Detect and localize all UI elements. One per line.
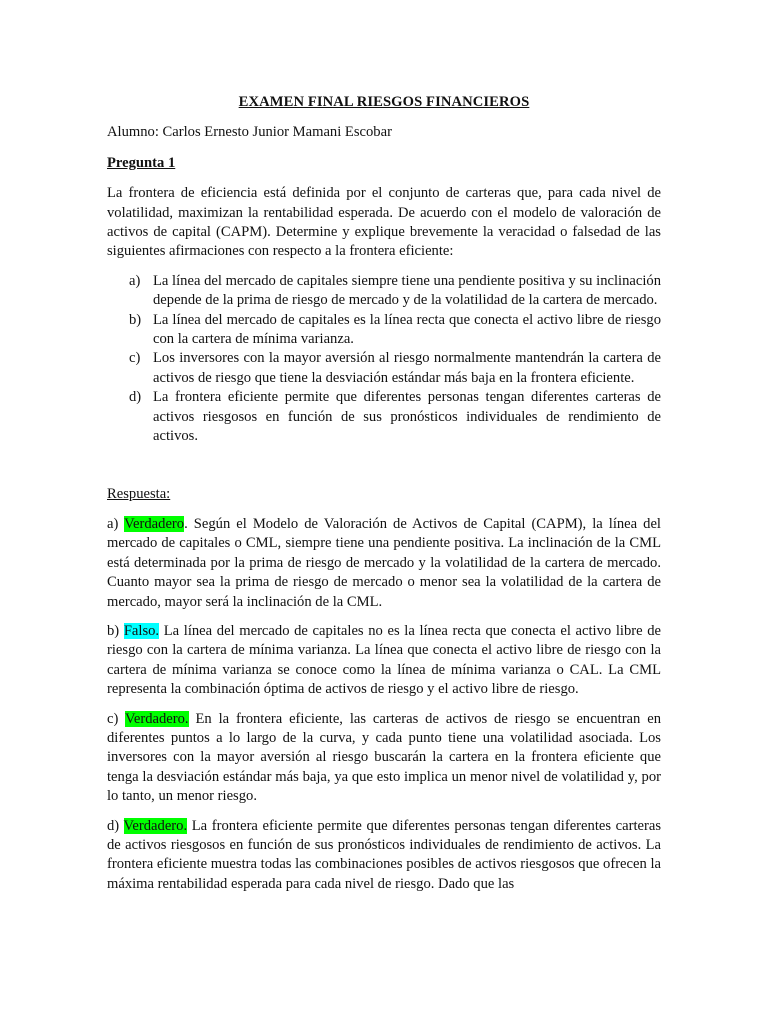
answer-paragraph [107,622,661,700]
option-text: La frontera eficiente permite que diferentes personas tengan diferentes carteras de activos riesgosos en función de sus pronósticos individuales de rendimiento de activos. [153,389,661,445]
answer-marker: c) [107,710,125,727]
option-text: La línea del mercado de capitales es la línea recta que conecta el activo libre de riesgo con la cartera de mínima varianza. [153,311,661,348]
verdict-highlight: Verdadero. [123,817,188,834]
answer-text: La línea del mercado de capitales no es la línea recta que conecta el activo libre de riesgo con la cartera de mínima varianza. La línea que conecta el activo libre de riesgo con la cartera de mínima varianza se conoce como la línea de mínima varianza o CAL. La CML representa la combinación óptima de activos de riesgo y el activo libre de riesgo. [107,622,661,698]
verdict-highlight: Falso. [123,622,160,639]
document-content [107,93,661,904]
answer-marker: d) [107,817,124,834]
option-item [107,349,661,388]
answer-text: La frontera eficiente permite que diferentes personas tengan diferentes carteras de activos riesgosos en función de sus pronósticos individuales de rendimiento de activos. La frontera eficiente muestra todas las combinaciones posibles de activos riesgosos que ofrecen la máxima rentabilidad esperada para cada nivel de riesgo. Dado que las [107,817,661,892]
option-marker: a) [129,272,141,289]
verdict-highlight: Verdadero [124,515,185,532]
option-text: Los inversores con la mayor aversión al riesgo normalmente mantendrán la cartera de activos de riesgo que tiene la desviación estándar más baja en la frontera eficiente. [153,350,661,386]
option-marker: b) [129,311,142,328]
question-text: La frontera de eficiencia está definida por el conjunto de carteras que, para cada nivel de volatilidad, maximizan la rentabilidad esperada. De acuerdo con el modelo de valoración de activos de capital (CAPM). Determine y explique brevemente la veracidad o falsedad de las siguientes afirmaciones con respecto a la frontera eficiente: [107,185,661,260]
document-title: EXAMEN FINAL RIESGOS FINANCIEROS [238,94,530,110]
answer-text: . Según el Modelo de Valoración de Activos de Capital (CAPM), la línea del mercado de capitales o CML, siempre tiene una pendiente positiva. La inclinación de la CML está determinada por la prima de riesgo de mercado y la volatilidad de la cartera de mercado. Cuanto mayor sea la prima de riesgo de mercado o menor sea la volatilidad de la cartera de mercado, mayor será la inclinación de la CML. [107,515,661,610]
option-item [107,272,661,311]
option-marker: c) [129,350,141,367]
option-text: La línea del mercado de capitales siempre tiene una pendiente positiva y su inclinación depende de la prima de riesgo de mercado y de la volatilidad de la cartera de mercado. [153,272,661,309]
answer-marker: a) [107,515,125,532]
answer-paragraph [107,710,661,807]
option-item [107,388,661,446]
verdict-highlight: Verdadero. [124,710,189,727]
option-item [107,311,661,350]
student-name: Alumno: Carlos Ernesto Junior Mamani Escobar [107,124,392,141]
answer-marker: b) [107,622,124,639]
answer-paragraph [107,817,661,895]
options-list [107,272,661,447]
answer-text: En la frontera eficiente, las carteras de activos de riesgo se encuentran en diferentes puntos a lo largo de la curva, y cada punto tiene una volatilidad asociada. Los inversores con la mayor aversión al riesgo buscarán la cartera en la frontera eficiente que tenga la desviación estándar más baja, ya que esto implica un menor nivel de volatilidad y, por lo tanto, un menor riesgo. [107,710,661,805]
response-label: Respuesta: [107,485,171,502]
answer-paragraph [107,515,661,612]
question-heading: Pregunta 1 [107,154,176,171]
option-marker: d) [129,389,142,406]
